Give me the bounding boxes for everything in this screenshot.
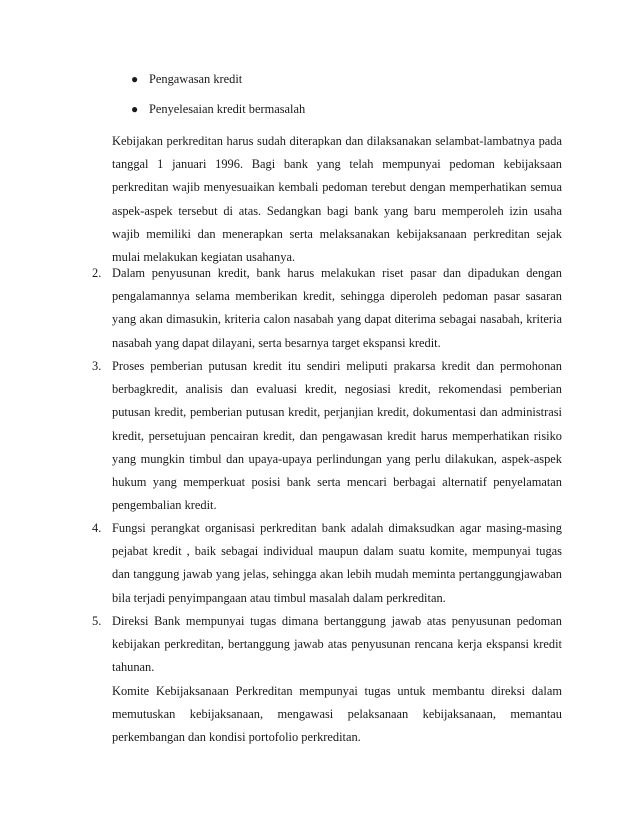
list-number: 3. [92,359,102,373]
list-text: Direksi Bank mempunyai tugas dimana bertanggung jawab atas penyusunan pedoman kebijakan perkreditan, bertanggung jawab atas penyusunan rencana kerja ekspansi kredit tahunan. [112,614,562,675]
intro-paragraph: Kebijakan perkreditan harus sudah diterapkan dan dilaksanakan selambat-lambatnya pada tanggal 1 januari 1996. Bagi bank yang telah mempunyai pedoman kebijaksaan perkreditan wajib menyesuaikan kembali pedoman terebut dengan memperhatikan semua aspek-aspek tersebut di atas. Sedangkan bagi bank yang baru memperoleh izin usaha wajib memiliki dan menerapkan serta melaksanakan kebijaksanaan perkreditan sejak mulai melakukan kegiatan usahanya. [112,134,562,265]
list-number: 4. [92,521,102,535]
list-text: Fungsi perangkat organisasi perkreditan bank adalah dimaksudkan agar masing-masing pejabat kredit , baik sebagai individual maupun dalam suatu komite, mempunyai tugas dan tanggung jawab yang jelas, sehingga akan lebih mudah meminta pertanggungjawaban bila terjadi penyimpangaan atau timbul masalah dalam perkreditan. [112,521,562,605]
list-number: 2. [92,266,102,280]
bullet-text: Pengawasan kredit [149,72,243,86]
bullet-text: Penyelesaian kredit bermasalah [149,102,306,116]
list-text: Proses pemberian putusan kredit itu sendiri meliputi prakarsa kredit dan permohonan berbagkredit, analisis dan evaluasi kredit, negosiasi kredit, rekomendasi pemberian putusan kredit, pemberian putusan kredit, perjanjian kredit, dokumentasi dan administrasi kredit, persetujuan pencairan kredit, dan pengawasan kredit harus memperhatikan risiko yang mungkin timbul dan upaya-upaya perlindungan yang perlu dilakukan, aspek-aspek hukum yang memperkuat posisi bank serta mencari berbagai alternatif penyelamatan pengembalian kredit. [112,359,562,513]
list-text-continuation: Komite Kebijaksanaan Perkreditan mempunyai tugas untuk membantu direksi dalam memutuskan kebijaksanaan, mengawasi pelaksanaan kebijaksanaan, memantau perkembangan dan kondisi portofolio perkreditan. [112,684,562,745]
bullet-item [131,70,305,100]
bullet-dot-icon: ● [131,102,139,116]
list-text: Dalam penyusunan kredit, bank harus melakukan riset pasar dan dipadukan dengan pengalamannya selama memberikan kredit, sehingga diperoleh pedoman pasar sasaran yang akan dimasukin, kriteria calon nasabah yang dapat diterima sebagai nasabah, kriteria nasabah yang dapat dilayani, serta besarnya target ekspansi kredit. [112,266,562,350]
bullet-dot-icon: ● [131,72,139,86]
bullet-list [131,70,305,130]
bullet-item [131,100,305,130]
list-number: 5. [92,614,102,628]
